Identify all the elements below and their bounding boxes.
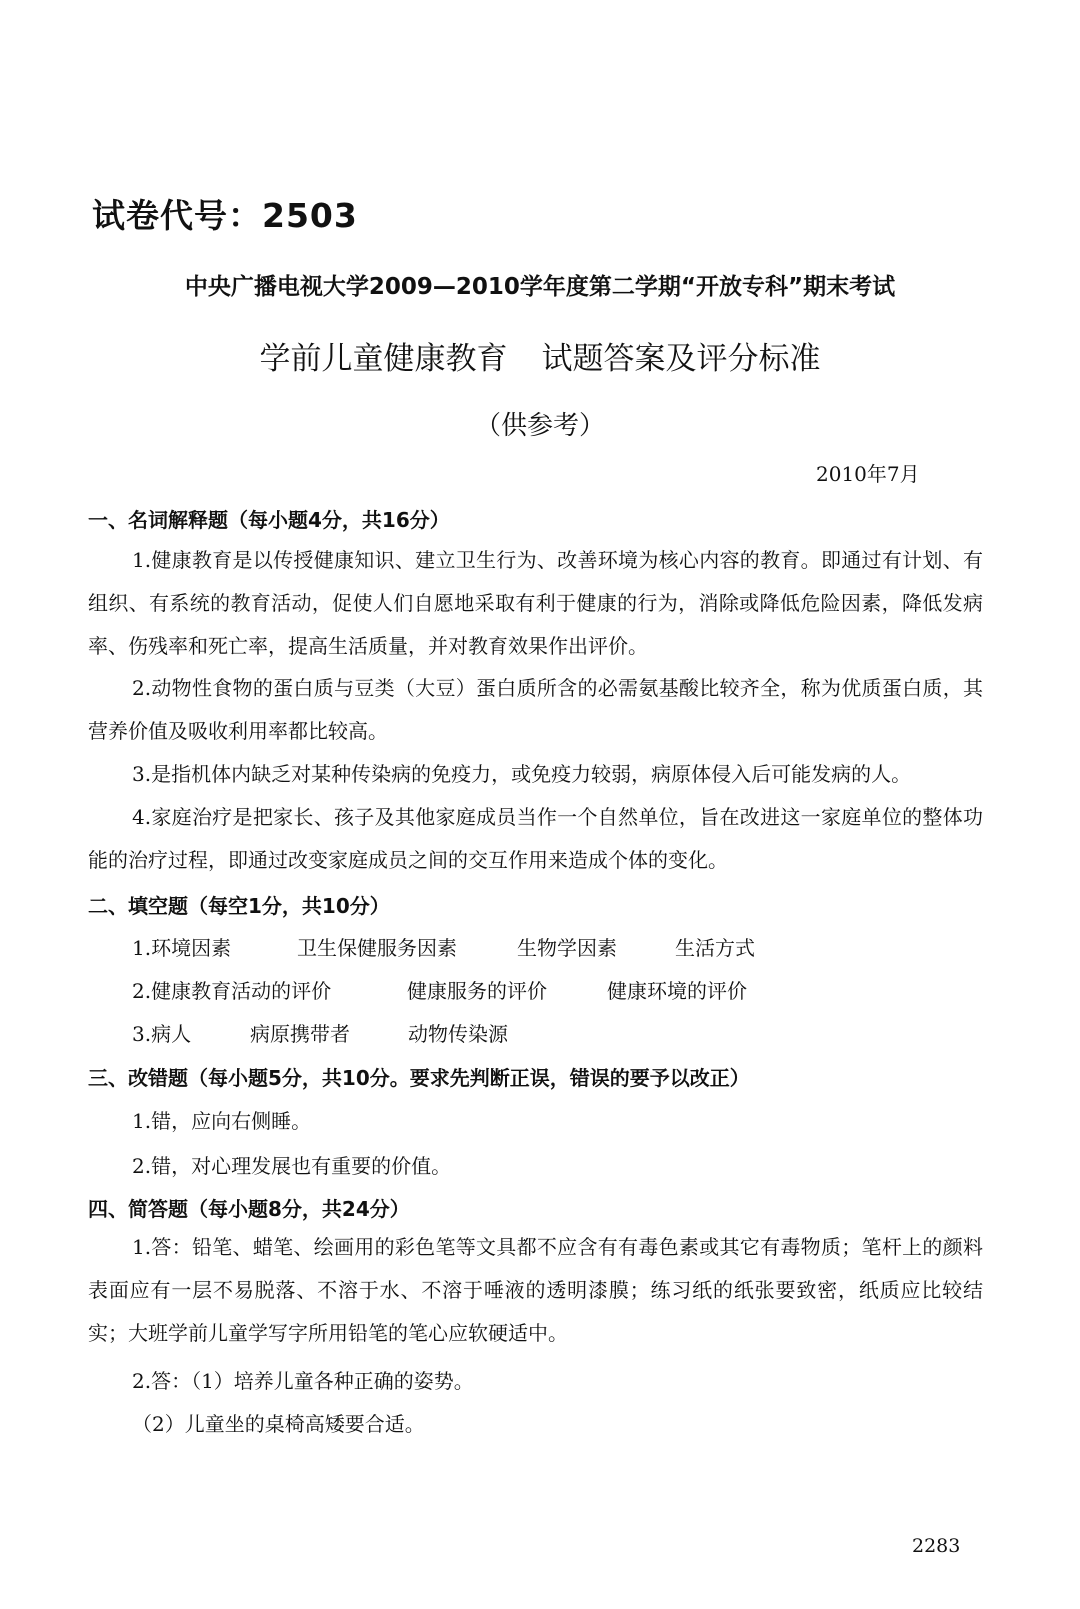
fill-in-answer: 健康服务的评价 xyxy=(407,979,547,1003)
document-title xyxy=(0,333,1080,378)
reference-note: （供参考） xyxy=(474,411,605,441)
fill-in-answer: 动物传染源 xyxy=(408,1022,508,1046)
fill-in-answer: 生物学因素 xyxy=(517,936,617,960)
answer-paragraph: 3.是指机体内缺乏对某种传染病的免疫力，或免疫力较弱，病原体侵入后可能发病的人。 xyxy=(132,762,912,786)
section-heading-corrections: 三、改错题（每小题5分，共10分。要求先判断正误，错误的要予以改正） xyxy=(88,1066,750,1090)
correction-answer: 2.错，对心理发展也有重要的价值。 xyxy=(132,1154,452,1178)
fill-in-answer: 生活方式 xyxy=(675,936,755,960)
course-name: 学前儿童健康教育 xyxy=(259,341,508,377)
correction-answer: 1.错，应向右侧睡。 xyxy=(132,1109,312,1133)
section-heading-definitions: 一、名词解释题（每小题4分，共16分） xyxy=(88,508,450,532)
exam-date: 2010年7月 xyxy=(816,462,920,486)
fill-in-row xyxy=(132,975,747,1004)
short-answer-line: 2.答：（1）培养儿童各种正确的姿势。 xyxy=(132,1369,474,1393)
page-number: 2283 xyxy=(912,1535,961,1557)
fill-in-answer: 1.环境因素 xyxy=(132,936,232,960)
fill-in-answer: 2.健康教育活动的评价 xyxy=(132,979,332,1003)
fill-in-row xyxy=(132,1018,508,1047)
short-answer-line: （2）儿童坐的桌椅高矮要合适。 xyxy=(132,1412,425,1436)
fill-in-answer: 卫生保健服务因素 xyxy=(297,936,457,960)
paper-code: 试卷代号：2503 xyxy=(92,196,358,235)
answer-paragraph: 4.家庭治疗是把家长、孩子及其他家庭成员当作一个自然单位，旨在改进这一家庭单位的整体功能的治疗过程，即通过改变家庭成员之间的交互作用来造成个体的变化。 xyxy=(88,805,983,872)
university-heading: 中央广播电视大学2009—2010学年度第二学期“开放专科”期末考试 xyxy=(184,274,896,300)
section-heading-fill-in: 二、填空题（每空1分，共10分） xyxy=(88,894,390,918)
fill-in-answer: 病原携带者 xyxy=(250,1022,350,1046)
section-heading-short-answer: 四、简答题（每小题8分，共24分） xyxy=(88,1197,410,1221)
answer-paragraph: 2.动物性食物的蛋白质与豆类（大豆）蛋白质所含的必需氨基酸比较齐全，称为优质蛋白质，其营养价值及吸收利用率都比较高。 xyxy=(88,676,983,743)
answer-paragraph: 1.健康教育是以传授健康知识、建立卫生行为、改善环境为核心内容的教育。即通过有计划、有组织、有系统的教育活动，促使人们自愿地采取有利于健康的行为，消除或降低危险因素，降低发病率、伤残率和死亡率，提高生活质量，并对教育效果作出评价。 xyxy=(88,548,983,658)
answer-paragraph: 1.答：铅笔、蜡笔、绘画用的彩色笔等文具都不应含有有毒色素或其它有毒物质；笔杆上的颜料表面应有一层不易脱落、不溶于水、不溶于唾液的透明漆膜；练习纸的纸张要致密，纸质应比较结实；大班学前儿童学写字所用铅笔的笔心应软硬适中。 xyxy=(88,1235,983,1345)
fill-in-answer: 3.病人 xyxy=(132,1022,192,1046)
fill-in-answer: 健康环境的评价 xyxy=(607,979,747,1003)
fill-in-row xyxy=(132,932,755,961)
title-suffix: 试题答案及评分标准 xyxy=(541,341,821,377)
